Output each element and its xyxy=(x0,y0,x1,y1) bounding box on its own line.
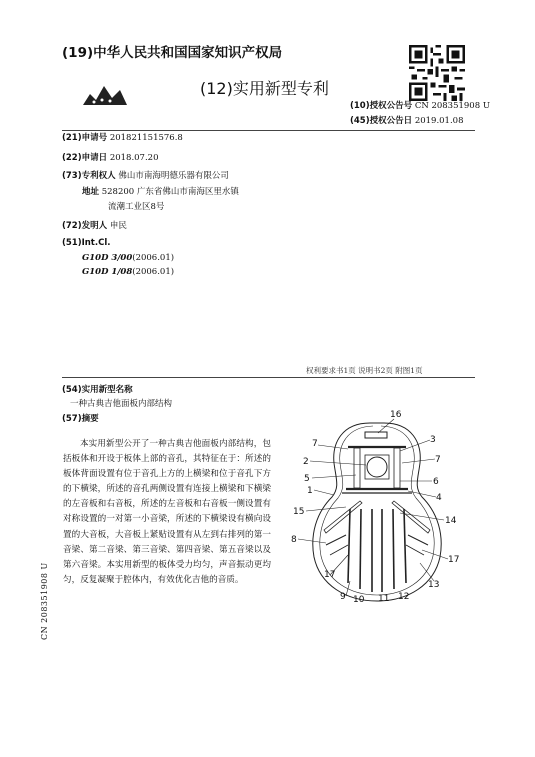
figure-label: 15 xyxy=(293,507,305,517)
figure-label: 6 xyxy=(433,477,439,487)
section-divider xyxy=(62,377,475,378)
guitar-bracing-figure xyxy=(290,405,465,610)
app-date-label: (22)申请日 xyxy=(62,153,108,163)
int-cl-label: (51)Int.Cl. xyxy=(62,238,111,248)
ipc-year-2: (2006.01) xyxy=(132,267,175,277)
figure-label: 7 xyxy=(312,439,318,449)
figure-label: 14 xyxy=(445,516,457,526)
label-plate xyxy=(365,432,387,438)
address-label: 地址 xyxy=(82,187,100,197)
figure-label: 4 xyxy=(436,493,442,503)
figure-label: 8 xyxy=(291,535,297,545)
pub-date: 2019.01.08 xyxy=(414,116,464,126)
figure-label: 17 xyxy=(448,555,460,565)
figure-label: 10 xyxy=(353,595,365,605)
title-label: (54)实用新型名称 xyxy=(62,385,133,395)
patentee: 佛山市南海明德乐器有限公司 xyxy=(118,171,229,181)
figure-label: 2 xyxy=(303,457,309,467)
ipc-code-2: G10D 1/08 xyxy=(82,267,133,277)
figure-label: 17 xyxy=(324,570,336,580)
side-publication-id: CN 208351908 U xyxy=(40,562,49,640)
cnipa-logo-icon xyxy=(80,80,130,110)
figure-label: 1 xyxy=(307,486,313,496)
abstract-text: 本实用新型公开了一种古典吉他面板内部结构，包括板体和开设于板体上部的音孔，其特征在于：所述的板体背面设置有位于音孔上方的上横梁和位于音孔下方的下横梁，所述的音孔两侧设置有连接上横梁和下横梁的左音板和右音板，所述的左音板和右音板一侧设置有对称设置的一对第一小音梁，所述的下横梁设有横向设置的大音板，大音板上紧贴设置有从左到右排列的第一音梁、第二音梁、第三音梁、第四音梁、第五音梁以及第六音梁。本实用新型的板体受力均匀，声音振动更均匀，反复凝聚于腔体内，有效优化吉他的音质。 xyxy=(63,439,271,585)
pub-no-label: (10)授权公告号 xyxy=(350,101,413,111)
figure-label: 7 xyxy=(435,455,441,465)
figure-label: 9 xyxy=(340,592,346,602)
qr-code-icon xyxy=(409,45,465,101)
address-line1: 528200 广东省佛山市南海区里水镇 xyxy=(101,187,239,197)
app-no-label: (21)申请号 xyxy=(62,133,108,143)
document-type: (12)实用新型专利 xyxy=(200,79,329,98)
inventor-label: (72)发明人 xyxy=(62,221,108,231)
figure-label: 3 xyxy=(430,435,436,445)
pub-date-label: (45)授权公告日 xyxy=(350,116,413,126)
office-name: (19)中华人民共和国国家知识产权局 xyxy=(62,45,283,61)
abstract-label: (57)摘要 xyxy=(62,414,99,424)
figure-label: 12 xyxy=(398,592,410,602)
patentee-label: (73)专利权人 xyxy=(62,171,116,181)
app-date: 2018.07.20 xyxy=(109,153,159,163)
figure-label: 5 xyxy=(304,474,310,484)
ipc-year-1: (2006.01) xyxy=(132,253,175,263)
sound-hole xyxy=(365,455,389,479)
figure-label: 11 xyxy=(378,594,390,604)
publication-info xyxy=(350,99,490,129)
inventor: 申民 xyxy=(109,221,127,231)
ipc-code-1: G10D 3/00 xyxy=(82,253,133,263)
page-count-info: 权利要求书1页 说明书2页 附图1页 xyxy=(306,366,423,375)
app-no: 201821151576.8 xyxy=(109,133,183,143)
figure-label: 16 xyxy=(390,410,402,420)
utility-model-title: 一种古典吉他面板内部结构 xyxy=(70,399,173,409)
address-line2: 流潮工业区8号 xyxy=(108,202,165,212)
pub-no: CN 208351908 U xyxy=(414,101,490,111)
figure-label: 13 xyxy=(428,580,440,590)
